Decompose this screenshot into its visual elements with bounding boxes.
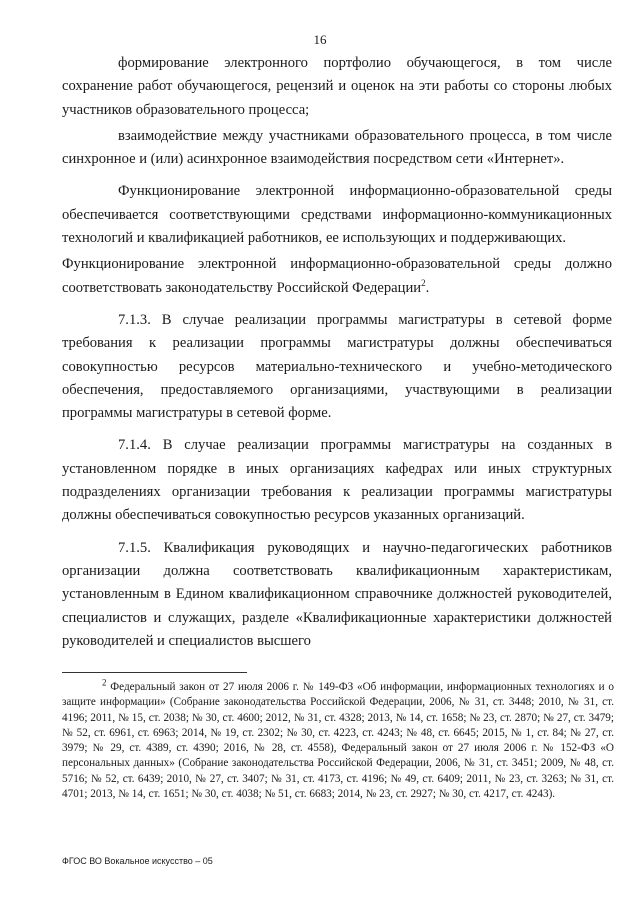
main-text <box>62 52 612 656</box>
footnote <box>62 677 614 802</box>
footnote-number: 2 <box>102 677 107 688</box>
paragraph-7-1-3: 7.1.3. В случае реализации программы магистратуры в сетевой форме требования к реализации программы магистратуры должны обеспечиваться совокупностью ресурсов материально-технического и учебно-методического обеспечения, предоставляемого организациями, участвующими в реализации программы магистратуры в сетевой форме. <box>62 311 612 422</box>
page-number: 16 <box>313 32 327 47</box>
paragraph-legislation-end: . <box>425 279 430 296</box>
footnote-divider <box>62 672 247 673</box>
paragraph-functioning: Функционирование электронной информационно-образовательной среды обеспечивается соответствующими средствами информационно-коммуникационных технологий и квалификацией работников, ее использующих и поддерживающих. <box>62 183 612 247</box>
footnote-reference[interactable]: 2 <box>421 277 426 288</box>
paragraph-interaction: взаимодействие между участниками образовательного процесса, в том числе синхронное и (или) асинхронное взаимодействия посредством сети «Интернет». <box>62 127 612 168</box>
paragraph-7-1-5: 7.1.5. Квалификация руководящих и научно-педагогических работников организации должна соответствовать квалификационным характеристикам, установленным в Едином квалификационном справочнике должностей руководителей, специалистов и служащих, разделе «Квалификационные характеристики должностей руководителей и специалистов высшего <box>62 539 612 649</box>
paragraph-legislation-text: Функционирование электронной информационно-образовательной среды должно соответствовать законодательству Российской Федерации <box>62 256 612 296</box>
paragraph-legislation <box>62 253 612 300</box>
footnote-text: Федеральный закон от 27 июля 2006 г. № 149-ФЗ «Об информации, информационных технологиях и о защите информации» (Собрание законодательства Российской Федерации, 2006, № 31, ст. 3448; 2010, № 31, ст. 4196; 2011, № 15, ст. 2038; № 30, ст. 4600; 2012, № 31, ст. 4328; 2013, № 14, ст. 1658; № 23, ст. 2870; № 27, ст. 3479; № 52, ст. 6961, ст. 6963; 2014, № 19, ст. 2302; № 30, ст. 4223, ст. 4243; № 48, ст. 6645; 2015, № 1, ст. 84; № 27, ст. 3979; № 29, ст. 4389, ст. 4390; 2016, № 28, ст. 4558), Федеральный закон от 27 июля 2006 г. № 152-ФЗ «О персональных данных» (Собрание законодательства Российской Федерации, 2006, № 31, ст. 3451; 2009, № 48, ст. 5716; № 52, ст. 6439; 2010, № 27, ст. 3407; № 31, ст. 4173, ст. 4196; № 49, ст. 6409; 2011, № 23, ст. 3263; № 31, ст. 4701; 2013, № 14, ст. 1651; № 30, ст. 4038; № 51, ст. 6683; 2014, № 23, ст. 2927; № 30, ст. 4217, ст. 4243). <box>62 681 614 801</box>
paragraph-portfolio: формирование электронного портфолио обучающегося, в том числе сохранение работ обучающегося, рецензий и оценок на эти работы со стороны любых участников образовательного процесса; <box>62 55 612 118</box>
footnote-body <box>62 677 614 802</box>
page-footer: ФГОС ВО Вокальное искусство – 05 <box>62 856 213 866</box>
paragraph-7-1-4: 7.1.4. В случае реализации программы магистратуры на созданных в установленном порядке в иных организациях кафедрах или иных структурных подразделениях организации требования к реализации программы магистратуры должны обеспечиваться совокупностью ресурсов указанных организаций. <box>62 437 612 524</box>
